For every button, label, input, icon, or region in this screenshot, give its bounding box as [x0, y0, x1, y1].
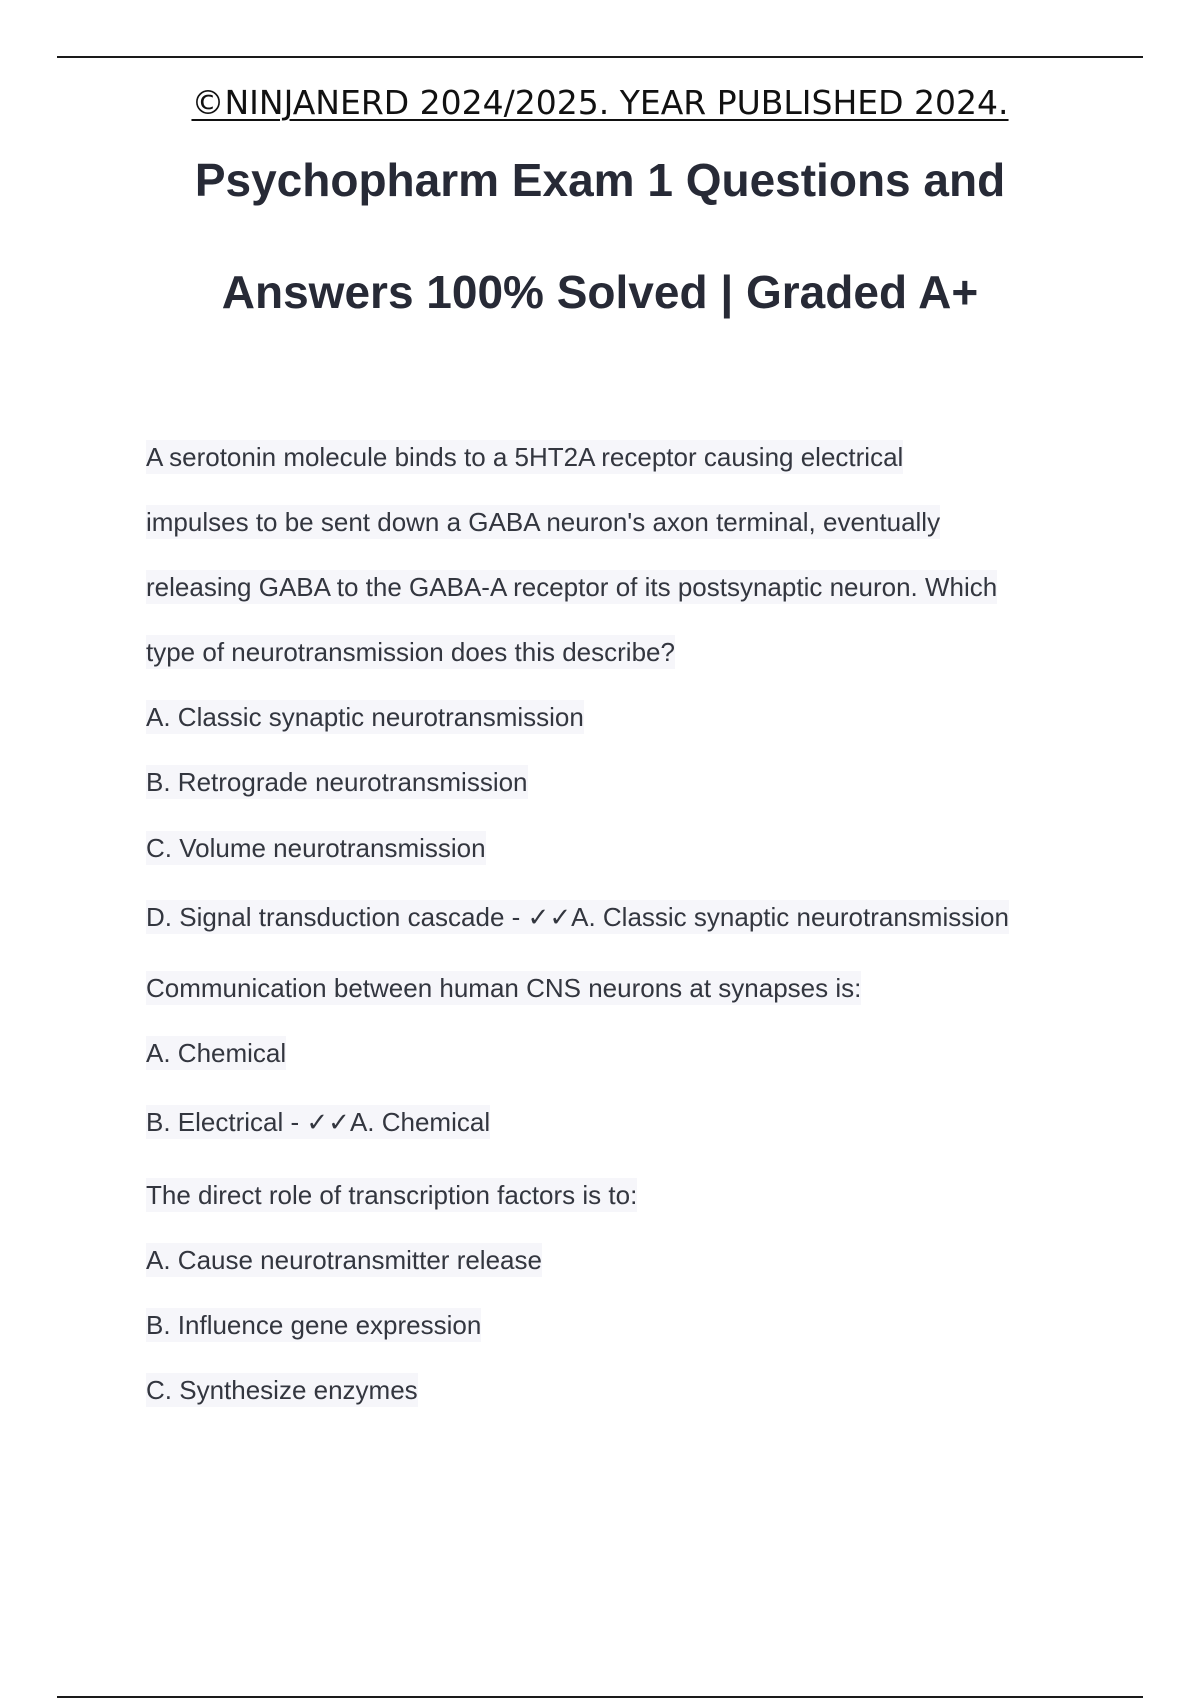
question-2-option-with-answer: B. Electrical - ✓✓A. Chemical — [146, 1107, 491, 1137]
question-1-option: A. Classic synaptic neurotransmission — [146, 702, 584, 732]
question-1-prompt-line: releasing GABA to the GABA-A receptor of its postsynaptic neuron. Which — [146, 572, 998, 602]
question-1-prompt-line: type of neurotransmission does this describe? — [146, 637, 675, 667]
question-1-option-with-answer: D. Signal transduction cascade - ✓✓A. Classic synaptic neurotransmission — [146, 902, 1009, 932]
document-title-line-1: Psychopharm Exam 1 Questions and — [194, 154, 1006, 206]
question-1-option: C. Volume neurotransmission — [146, 833, 486, 863]
question-2-prompt-line: Communication between human CNS neurons at synapses is: — [146, 973, 862, 1003]
question-3-option: A. Cause neurotransmitter release — [146, 1245, 542, 1275]
copyright-notice: ©NINJANERD 2024/2025. YEAR PUBLISHED 2024. — [191, 83, 1009, 122]
question-3-option: C. Synthesize enzymes — [146, 1375, 418, 1405]
document-title-line-2: Answers 100% Solved | Graded A+ — [221, 266, 979, 318]
header-rule — [57, 56, 1143, 58]
question-3-option: B. Influence gene expression — [146, 1310, 482, 1340]
question-1-option: B. Retrograde neurotransmission — [146, 767, 528, 797]
question-1-prompt-line: A serotonin molecule binds to a 5HT2A receptor causing electrical — [146, 442, 904, 472]
question-3-prompt-line: The direct role of transcription factors is to: — [146, 1180, 638, 1210]
question-2-option: A. Chemical — [146, 1038, 287, 1068]
footer-rule — [57, 1696, 1143, 1698]
question-1-prompt-line: impulses to be sent down a GABA neuron's axon terminal, eventually — [146, 507, 941, 537]
